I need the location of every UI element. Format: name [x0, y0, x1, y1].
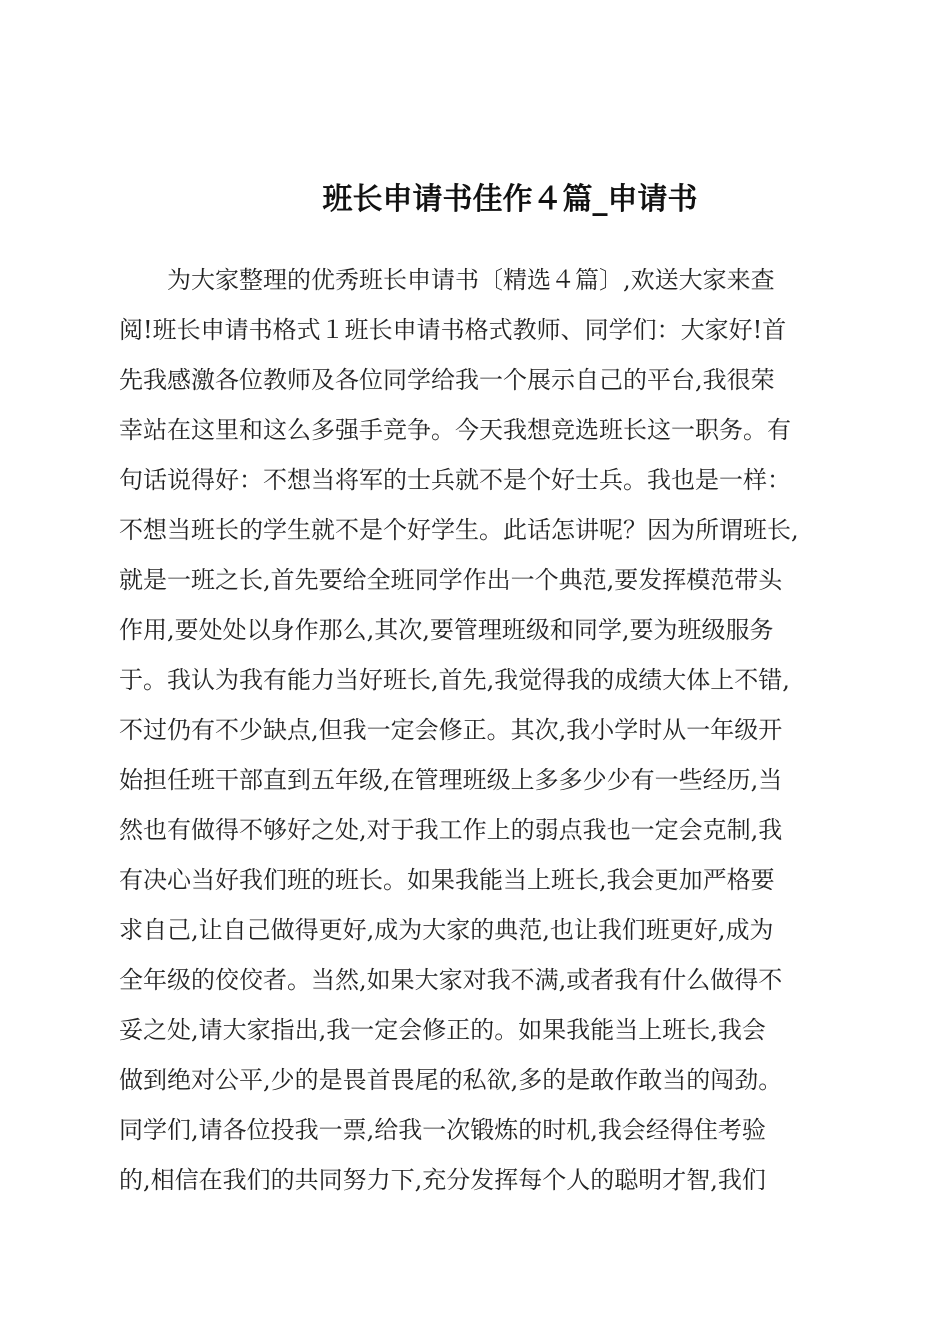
paragraph-line: 同学们,请各位投我一票,给我一次锻炼的时机,我会经得住考验: [119, 1116, 766, 1144]
paragraph-line: 句话说得好：不想当将军的士兵就不是个好士兵。我也是一样：: [119, 466, 791, 494]
paragraph-line: 求自己,让自己做得更好,成为大家的典范,也让我们班更好,成为: [119, 916, 774, 944]
paragraph-line: 有决心当好我们班的班长。如果我能当上班长,我会更加严格要: [119, 866, 775, 894]
paragraph-line: 不想当班长的学生就不是个好学生。此话怎讲呢？因为所谓班长,: [119, 516, 799, 544]
paragraph-line: 就是一班之长,首先要给全班同学作出一个典范,要发挥模范带头: [119, 566, 783, 594]
paragraph-line: 阅!班长申请书格式１班长申请书格式教师、同学们：大家好!首: [119, 316, 787, 344]
paragraph-line: 做到绝对公平,少的是畏首畏尾的私欲,多的是敢作敢当的闯劲。: [119, 1066, 783, 1094]
paragraph-line: 的,相信在我们的共同努力下,充分发挥每个人的聪明才智,我们: [119, 1166, 766, 1194]
paragraph-line: 全年级的佼佼者。当然,如果大家对我不满,或者我有什么做得不: [119, 966, 783, 994]
paragraph-line: 妥之处,请大家指出,我一定会修正的。如果我能当上班长,我会: [119, 1016, 766, 1044]
paragraph-line: 于。我认为我有能力当好班长,首先,我觉得我的成绩大体上不错,: [119, 666, 790, 694]
document-body: [119, 255, 844, 1205]
paragraph-line: 先我感激各位教师及各位同学给我一个展示自己的平台,我很荣: [119, 366, 775, 394]
paragraph-line: 幸站在这里和这么多强手竞争。今天我想竞选班长这一职务。有: [119, 416, 791, 444]
paragraph-line: 作用,要处处以身作那么,其次,要管理班级和同学,要为班级服务: [119, 616, 774, 644]
paragraph-line: 不过仍有不少缺点,但我一定会修正。其次,我小学时从一年级开: [119, 716, 783, 744]
document-title: 班长申请书佳作４篇_申请书: [322, 182, 698, 217]
paragraph-line: 始担任班干部直到五年级,在管理班级上多多少少有一些经历,当: [119, 766, 783, 794]
paragraph-line: 然也有做得不够好之处,对于我工作上的弱点我也一定会克制,我: [119, 816, 783, 844]
paragraph-line: 为大家整理的优秀班长申请书〔精选４篇〕,欢送大家来查: [167, 266, 775, 294]
